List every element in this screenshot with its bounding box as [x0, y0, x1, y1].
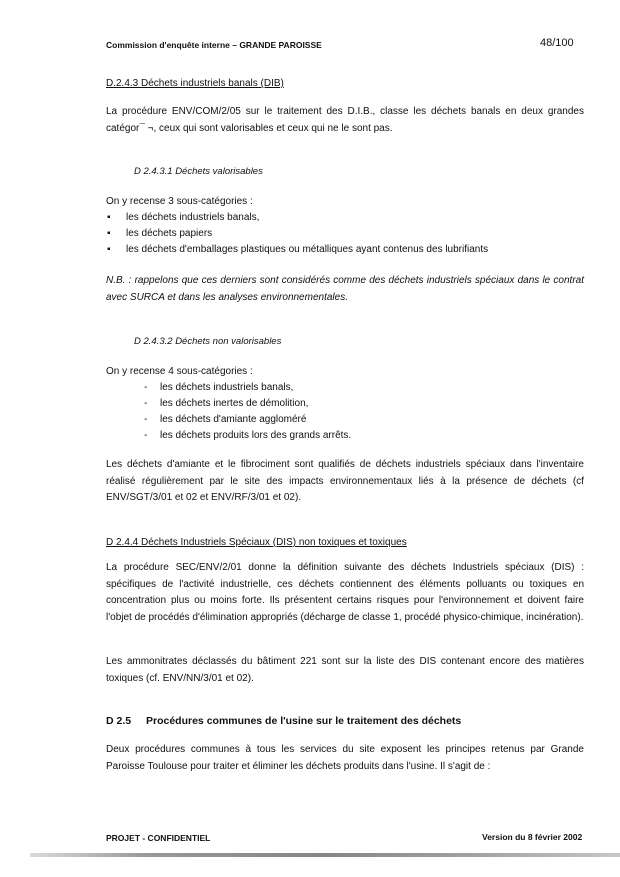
section-dis-paragraph-2: Les ammonitrates déclassés du bâtiment 221 sont sur la liste des DIS contenant encore des matières toxiques (cf. ENV/NN/3/01 et 02).	[106, 656, 584, 684]
list-item: ▪ les déchets papiers	[106, 226, 488, 242]
section-dib-title: D.2.4.3 Déchets industriels banals (DIB)	[106, 78, 284, 89]
section-25-paragraph: Deux procédures communes à tous les services du site exposent les principes retenus par Grande Paroisse Toulouse pour traiter et éliminer les déchets produits dans l'usine. Il s'agit de :	[106, 744, 584, 772]
list-item: - les déchets d'amiante aggloméré	[144, 412, 351, 428]
valorisables-intro: On y recense 3 sous-catégories :	[106, 196, 253, 207]
header-title: Commission d'enquête interne – GRANDE PAROISSE	[106, 40, 322, 50]
non-valorisables-list	[144, 380, 351, 444]
subsection-non-valorisables-title: D 2.4.3.2 Déchets non valorisables	[134, 336, 282, 347]
footer-version: Version du 8 février 2002	[482, 832, 583, 842]
non-valorisables-intro: On y recense 4 sous-catégories :	[106, 366, 253, 377]
non-valorisables-paragraph: Les déchets d'amiante et le fibrociment sont qualifiés de déchets industriels spéciaux dans l'inventaire réalisé régulièrement par le site des impacts environnementaux liés à la présence de déchets (cf ENV/SGT/3/01 et 02 et ENV/RF/3/01 et 02).	[106, 459, 584, 503]
section-dis-paragraph-1: La procédure SEC/ENV/2/01 donne la définition suivante des déchets Industriels spéciaux (DIS) : spécifiques de l'activité industrielle, ces déchets contiennent des éléments polluants ou toxiques en concentration plus ou moins forte. Ils présentent certains risques pour l'environnement et doivent faire l'objet de procédés d'élimination appropriés (décharge de classe 1, procédé physico-chimique, incinération).	[106, 562, 584, 623]
valorisables-list	[106, 210, 488, 258]
list-item: ▪ les déchets industriels banals,	[106, 210, 488, 226]
footer-confidential: PROJET - CONFIDENTIEL	[106, 833, 211, 843]
list-item: - les déchets industriels banals,	[144, 380, 351, 396]
list-item: - les déchets inertes de démolition,	[144, 396, 351, 412]
section-dis-title: D 2.4.4 Déchets Industriels Spéciaux (DIS) non toxiques et toxiques	[106, 537, 407, 548]
page-number: 48/100	[540, 37, 574, 49]
section-25-number: D 2.5	[106, 715, 132, 727]
scan-artifact-line	[30, 853, 620, 857]
list-item: ▪ les déchets d'emballages plastiques ou métalliques ayant contenus des lubrifiants	[106, 242, 488, 258]
section-25-heading	[106, 715, 461, 727]
section-25-title: Procédures communes de l'usine sur le traitement des déchets	[146, 715, 462, 727]
subsection-valorisables-title: D 2.4.3.1 Déchets valorisables	[134, 166, 263, 177]
section-dib-intro: La procédure ENV/COM/2/05 sur le traitement des D.I.B., classe les déchets banals en deux grandes catégor¯ ¬, ceux qui sont valorisables et ceux qui ne le sont pas.	[106, 106, 584, 134]
valorisables-note: N.B. : rappelons que ces derniers sont considérés comme des déchets industriels spéciaux dans le contrat avec SURCA et dans les analyses environnementales.	[106, 275, 584, 303]
list-item: - les déchets produits lors des grands arrêts.	[144, 428, 351, 444]
